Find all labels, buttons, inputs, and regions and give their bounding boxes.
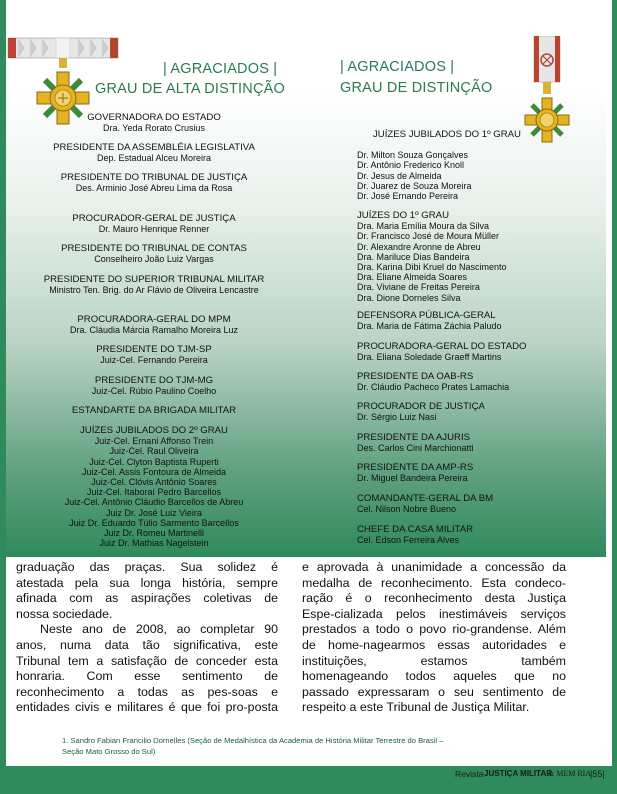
entry-name: Juiz-Cel. Assis Fontoura de Almeida — [81, 466, 227, 477]
entry-name: Juiz-Cel. Antônio Cláudio Barcellos de Abreu — [64, 497, 244, 508]
entry-name: Juiz-Cel. Clóvis Antônio Soares — [91, 477, 217, 488]
left-entry-tribunal-contas — [20, 244, 288, 264]
left-entry-juizes-2-grau — [20, 426, 288, 548]
body-line: reconhecimento a todas as pes-soas e — [16, 684, 278, 699]
left-entry-estandarte — [20, 406, 288, 416]
right-green-border — [612, 0, 617, 794]
right-heading-line2: GRAU DE DISTINÇÃO — [340, 80, 493, 96]
right-entry-ajuris — [357, 433, 597, 453]
entry-name: Juiz-Cel. Itaboraí Pedro Barcellos — [86, 487, 222, 498]
entry-name: Juiz-Cel. Fernando Pereira — [100, 355, 208, 366]
body-line: anos, numa data tão significativa, este — [16, 637, 278, 652]
entry-name: Dr. José Ernando Pereira — [357, 191, 459, 202]
entry-name: Juiz Dr. José Luiz Vieira — [106, 507, 202, 518]
body-line: graduação das praças. Sua solidez é — [16, 560, 278, 574]
body-line: Espe-cializada pelos inestimáveis serviços — [302, 606, 566, 621]
entry-title: PROCURADOR DE JUSTIÇA — [357, 401, 485, 412]
entry-title: PRESIDENTE DA OAB-RS — [357, 371, 474, 382]
entry-name: Dra. Yeda Rorato Crusius — [102, 123, 206, 134]
footnote — [62, 735, 532, 757]
entry-title: DEFENSORA PÚBLICA-GERAL — [357, 310, 496, 321]
body-line: medalha de reconhecimento. Esta condeco- — [302, 575, 566, 590]
left-entry-procurador — [20, 214, 288, 234]
entry-title: ESTANDARTE DA BRIGADA MILITAR — [71, 405, 237, 416]
right-entry-comandante-bm — [357, 494, 597, 514]
entry-name: Dr. Mauro Henrique Renner — [98, 224, 210, 235]
left-entry-tribunal-justica — [20, 173, 288, 193]
entry-name: Dr. Sérgio Luiz Nasi — [357, 412, 437, 423]
entry-name: Juiz-Cel. Ernani Affonso Trein — [94, 436, 214, 447]
entry-name: Dra. Cláudia Márcia Ramalho Moreira Luz — [69, 325, 239, 336]
body-text-left — [16, 560, 278, 716]
left-heading-line2: GRAU DE ALTA DISTINÇÃO — [95, 81, 285, 97]
entry-name: Dr. Francisco José de Moura Müller — [357, 231, 500, 242]
entry-title: JUÍZES JUBILADOS DO 2º GRAU — [80, 425, 228, 436]
entry-title: PRESIDENTE DA ASSEMBLÉIA LEGISLATIVA — [53, 142, 255, 153]
right-heading-line1: | AGRACIADOS | — [340, 59, 455, 75]
entry-title: PRESIDENTE DO TRIBUNAL DE JUSTIÇA — [60, 172, 248, 183]
entry-name: Cel. Nilson Nobre Bueno — [357, 504, 457, 515]
right-entry-procurador-justica — [357, 402, 597, 422]
entry-name: Dra. Eliana Soledade Graeff Martins — [357, 352, 502, 363]
right-entry-casa-militar — [357, 525, 597, 545]
entry-title: PRESIDENTE DO TJM-SP — [96, 344, 212, 355]
entry-title: PROCURADORA-GERAL DO ESTADO — [357, 341, 527, 352]
entry-name: Dr. Miguel Bandeira Pereira — [357, 473, 468, 484]
entry-name: Dra. Eliane Almeida Soares — [357, 272, 468, 283]
entry-title: PRESIDENTE DA AMP-RS — [357, 462, 474, 473]
body-line: honraria. Com esse sentimento de — [16, 669, 278, 684]
entry-name: Juiz Dr. Romeu Martinelli — [103, 528, 205, 539]
left-entry-assembleia — [20, 143, 288, 163]
footnote-line: 1. Sandro Fabian Francilio Dornelles (Seção de Medalhística da Academia de História Militar Terrestre do Brasil – — [62, 736, 444, 745]
body-line: Neste ano de 2008, ao completar 90 — [40, 622, 278, 637]
entry-title: JUÍZES JUBILADOS DO 1º GRAU — [373, 129, 521, 140]
entry-title: CHEFE DA CASA MILITAR — [357, 524, 474, 535]
body-line: de home-nagearmos essas autoridades e — [302, 637, 566, 652]
footer-revista: Revista — [455, 769, 484, 779]
entry-title: JUÍZES DO 1º GRAU — [357, 210, 449, 221]
entry-name: Dep. Estadual Alceu Moreira — [96, 153, 212, 164]
entry-name: Dra. Maria de Fátima Záchia Paludo — [357, 321, 502, 332]
entry-name: Dr. Juarez de Souza Moreira — [357, 180, 472, 191]
body-line: prestados a todo o povo rio-grandense. Além — [302, 622, 566, 637]
body-line: respeito a este Tribunal de Justiça Militar. — [302, 700, 530, 715]
entry-name: Dr. Jesus de Almeida — [357, 170, 442, 181]
body-line: passado expressaram o seu sentimento de — [302, 684, 566, 699]
entry-title: GOVERNADORA DO ESTADO — [87, 112, 221, 123]
entry-name: Dra. Maria Emília Moura da Silva — [357, 221, 490, 232]
entry-name: Dra. Dione Dorneles Silva — [357, 292, 461, 303]
left-entry-governadora — [20, 113, 288, 133]
entry-name: Dr. Milton Souza Gonçalves — [357, 150, 469, 161]
footer-journal-title: JUSTIÇA MILITAR — [484, 769, 552, 778]
entry-name: Juiz-Cel. Rúbio Paulino Coelho — [91, 386, 217, 397]
entry-title: PRESIDENTE DO SUPERIOR TRIBUNAL MILITAR — [43, 274, 265, 285]
left-heading-line1: | AGRACIADOS | — [163, 61, 278, 77]
entry-name: Des. Carlos Cini Marchionatti — [357, 443, 474, 454]
entry-title: PRESIDENTE DO TJM-MG — [94, 375, 214, 386]
entry-name: Dra. Viviane de Freitas Pereira — [357, 282, 480, 293]
body-line: Tribunal tem a satisfação de conceder esta — [16, 653, 278, 668]
right-entry-juizes-1-grau — [357, 211, 597, 303]
right-entry-jubilados-1-grau — [357, 130, 597, 201]
entry-title: PROCURADORA-GERAL DO MPM — [77, 314, 231, 325]
body-line: atestada pela sua longa história, sempre — [16, 575, 278, 590]
entry-name: Dr. Alexandre Aronne de Abreu — [357, 241, 481, 252]
entry-name: Dr. Cláudio Pacheco Prates Lamachia — [357, 382, 510, 393]
footer-memoria: & MEM RIA — [548, 769, 592, 778]
body-line: nossa sociedade. — [16, 606, 113, 621]
entry-title: PRESIDENTE DO TRIBUNAL DE CONTAS — [61, 243, 247, 254]
body-line: homenageando todos aqueles que no — [302, 669, 566, 684]
right-entry-procuradora-estado — [357, 342, 597, 362]
body-line: ração é o reconhecimento desta Justiça — [302, 591, 566, 606]
left-entry-tjm-sp — [20, 345, 288, 365]
entry-name: Ministro Ten. Brig. do Ar Flávio de Oliveira Lencastre — [49, 285, 259, 296]
page-number: |55| — [590, 769, 605, 779]
entry-name: Juiz Dr. Eduardo Túlio Sarmento Barcellos — [69, 517, 239, 528]
entry-name: Dr. Antônio Frederico Knoll — [357, 160, 465, 171]
entry-name: Conselheiro João Luiz Vargas — [94, 254, 214, 265]
entry-name: Juiz-Cel. Clyton Baptista Ruperti — [89, 456, 219, 467]
footnote-line: Seção Mato Grosso do Sul) — [62, 747, 156, 756]
entry-name: Juiz Dr. Mathias Nagelstein — [99, 538, 209, 549]
entry-name: Dra. Mariluce Dias Bandeira — [357, 251, 470, 262]
entry-title: PRESIDENTE DA AJURIS — [357, 432, 471, 443]
left-entry-tjm-mg — [20, 376, 288, 396]
entry-title: COMANDANTE-GERAL DA BM — [357, 493, 494, 504]
left-entry-mpm — [20, 315, 288, 335]
body-line: afinada com as aspirações coletivas de — [16, 591, 278, 606]
entry-name: Juiz-Cel. Raul Oliveira — [109, 446, 199, 457]
right-entry-oab — [357, 372, 597, 392]
entry-name: Des. Arminio José Abreu Lima da Rosa — [75, 183, 233, 194]
entry-title: PROCURADOR-GERAL DE JUSTIÇA — [72, 213, 236, 224]
entry-name: Cel. Edson Ferreira Alves — [357, 535, 460, 546]
body-line: instituições, estamos também — [302, 653, 566, 668]
left-entry-stm — [20, 275, 288, 295]
right-entry-amp — [357, 463, 597, 483]
entry-name: Dra. Karina Dibi Kruel do Nascimento — [357, 262, 507, 273]
body-line: e aprovada à unanimidade a concessão da — [302, 560, 566, 574]
right-entry-defensora — [357, 311, 597, 331]
body-text-right — [302, 560, 566, 716]
body-line: entidades civis e militares é que foi pro-posta — [16, 700, 278, 715]
